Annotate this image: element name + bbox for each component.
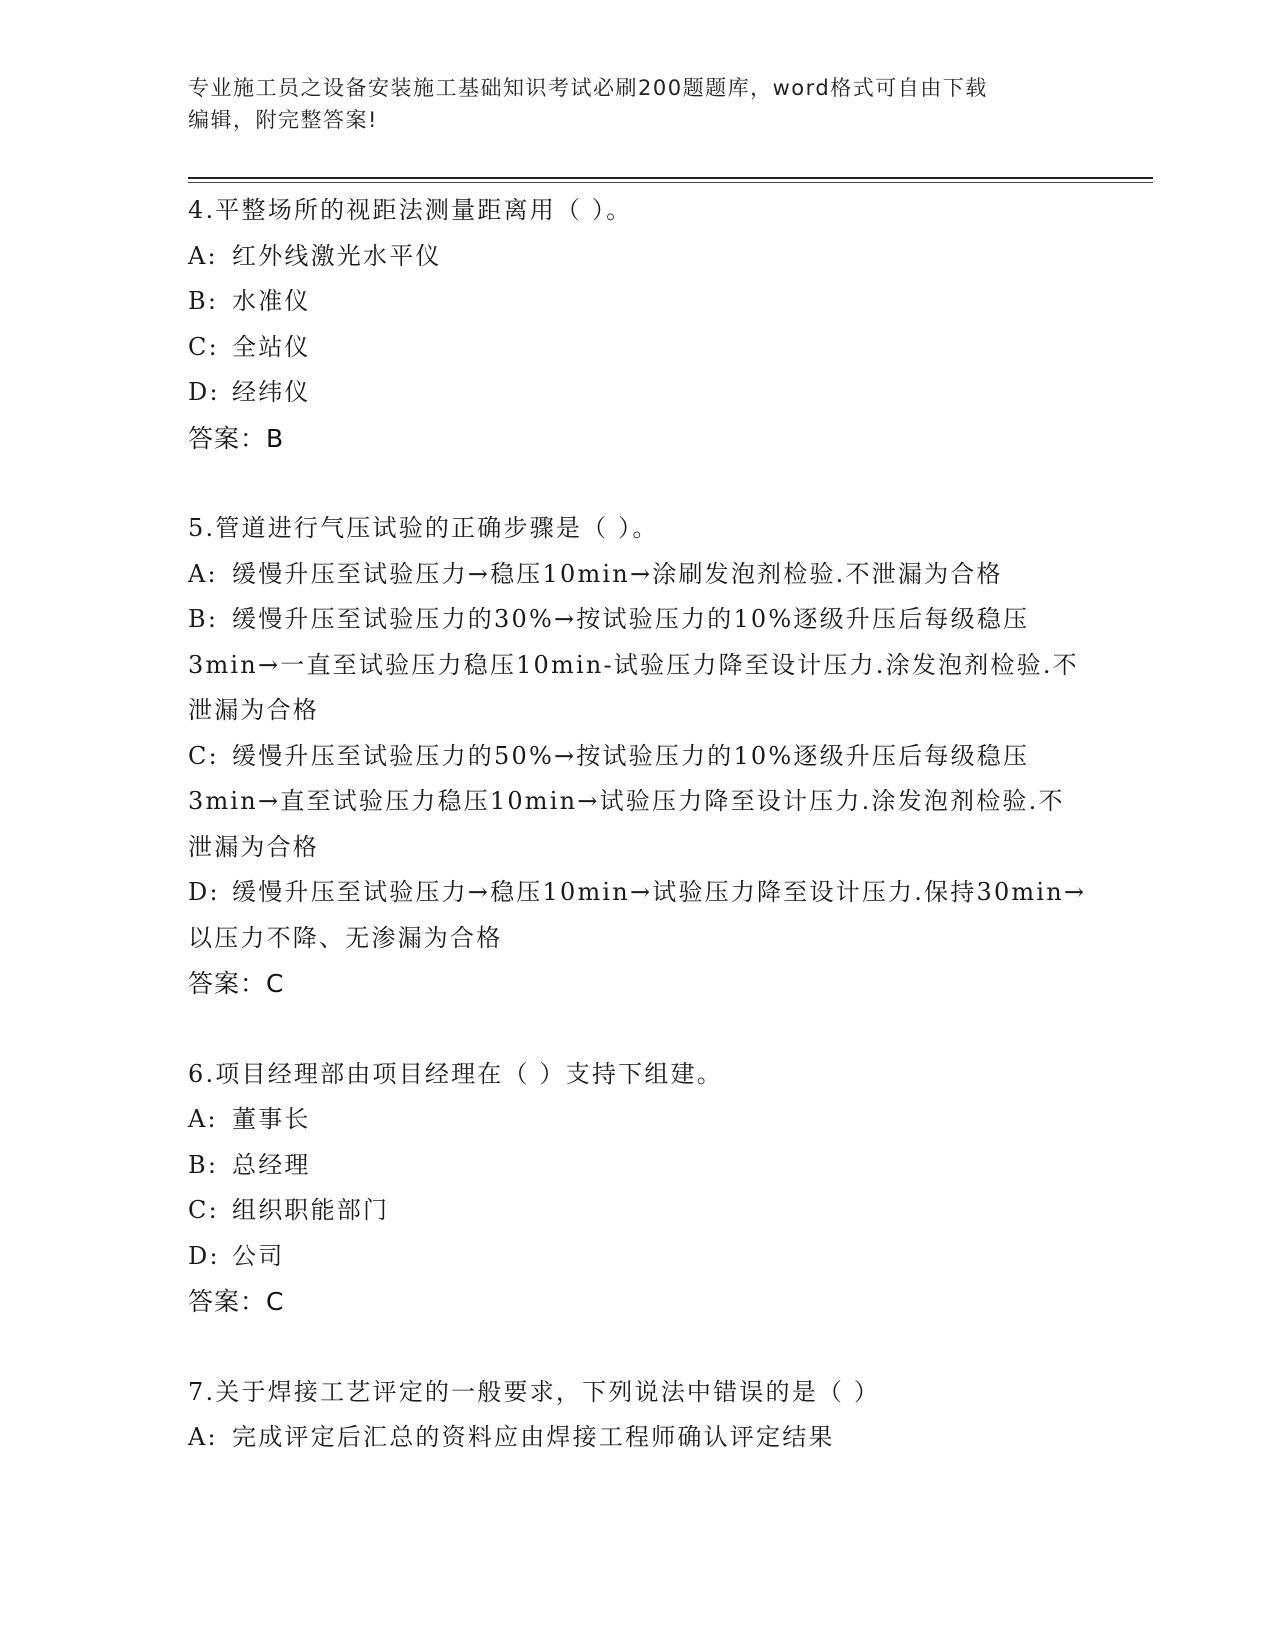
option-c bbox=[188, 1188, 1088, 1234]
option-text: 缓慢升压至试验压力的30%→按试验压力的10%逐级升压后每级稳压3min→一直至试验压力稳压10min-试验压力降至设计压力.涂发泡剂检验.不泄漏为合格 bbox=[188, 605, 1079, 724]
option-text: 缓慢升压至试验压力→稳压10min→涂刷发泡剂检验.不泄漏为合格 bbox=[232, 559, 1003, 588]
option-text: 经纬仪 bbox=[232, 378, 311, 406]
option-key: D: bbox=[188, 378, 220, 406]
option-key: D: bbox=[188, 1241, 220, 1270]
header-divider-thin bbox=[188, 182, 1153, 183]
option-c bbox=[188, 734, 1088, 871]
option-key: B: bbox=[188, 287, 219, 315]
document-header bbox=[188, 72, 1068, 136]
question-7 bbox=[188, 1370, 1088, 1461]
question-4 bbox=[188, 188, 1088, 461]
question-stem: 7.关于焊接工艺评定的一般要求，下列说法中错误的是（ ） bbox=[188, 1377, 881, 1406]
question-5 bbox=[188, 506, 1088, 1007]
answer-line: 答案：B bbox=[188, 423, 285, 453]
answer-line: 答案：C bbox=[188, 1287, 285, 1316]
option-c bbox=[188, 325, 1088, 371]
option-a bbox=[188, 234, 1088, 280]
option-text: 公司 bbox=[232, 1241, 285, 1270]
question-6 bbox=[188, 1052, 1088, 1325]
option-key: A: bbox=[188, 241, 218, 270]
option-key: C: bbox=[188, 1196, 219, 1224]
option-b bbox=[188, 1143, 1088, 1189]
option-a bbox=[188, 552, 1088, 598]
option-b bbox=[188, 597, 1088, 734]
option-text: 组织职能部门 bbox=[232, 1196, 390, 1224]
option-key: A: bbox=[188, 559, 218, 588]
option-text: 红外线激光水平仪 bbox=[232, 241, 442, 270]
option-key: C: bbox=[188, 741, 219, 770]
question-stem: 6.项目经理部由项目经理在（ ）支持下组建。 bbox=[188, 1059, 723, 1088]
question-list bbox=[188, 188, 1088, 1506]
answer-line: 答案：C bbox=[188, 969, 285, 998]
option-text: 缓慢升压至试验压力→稳压10min→试验压力降至设计压力.保持30min→以压力不降、无渗漏为合格 bbox=[188, 878, 1087, 952]
option-key: D: bbox=[188, 878, 220, 906]
header-line-2: 编辑，附完整答案! bbox=[188, 108, 378, 132]
option-d bbox=[188, 370, 1088, 416]
option-key: A: bbox=[188, 1105, 218, 1133]
option-key: A: bbox=[188, 1423, 218, 1451]
option-d bbox=[188, 1234, 1088, 1280]
option-text: 水准仪 bbox=[232, 287, 311, 315]
option-b bbox=[188, 279, 1088, 325]
header-divider-thick bbox=[188, 177, 1153, 179]
option-text: 完成评定后汇总的资料应由焊接工程师确认评定结果 bbox=[232, 1423, 835, 1451]
option-text: 总经理 bbox=[232, 1150, 311, 1179]
question-stem: 5.管道进行气压试验的正确步骤是（ ）。 bbox=[188, 514, 659, 542]
question-stem: 4.平整场所的视距法测量距离用（ ）。 bbox=[188, 196, 633, 224]
option-key: C: bbox=[188, 332, 219, 361]
option-text: 全站仪 bbox=[232, 332, 311, 361]
option-a bbox=[188, 1097, 1088, 1143]
option-d bbox=[188, 870, 1088, 961]
option-text: 缓慢升压至试验压力的50%→按试验压力的10%逐级升压后每级稳压3min→直至试验压力稳压10min→试验压力降至设计压力.涂发泡剂检验.不泄漏为合格 bbox=[188, 741, 1065, 861]
option-text: 董事长 bbox=[232, 1105, 311, 1133]
option-key: B: bbox=[188, 605, 219, 633]
option-a bbox=[188, 1415, 1088, 1461]
option-key: B: bbox=[188, 1150, 219, 1179]
header-line-1: 专业施工员之设备安装施工基础知识考试必刷200题题库，word格式可自由下载 bbox=[188, 76, 988, 100]
